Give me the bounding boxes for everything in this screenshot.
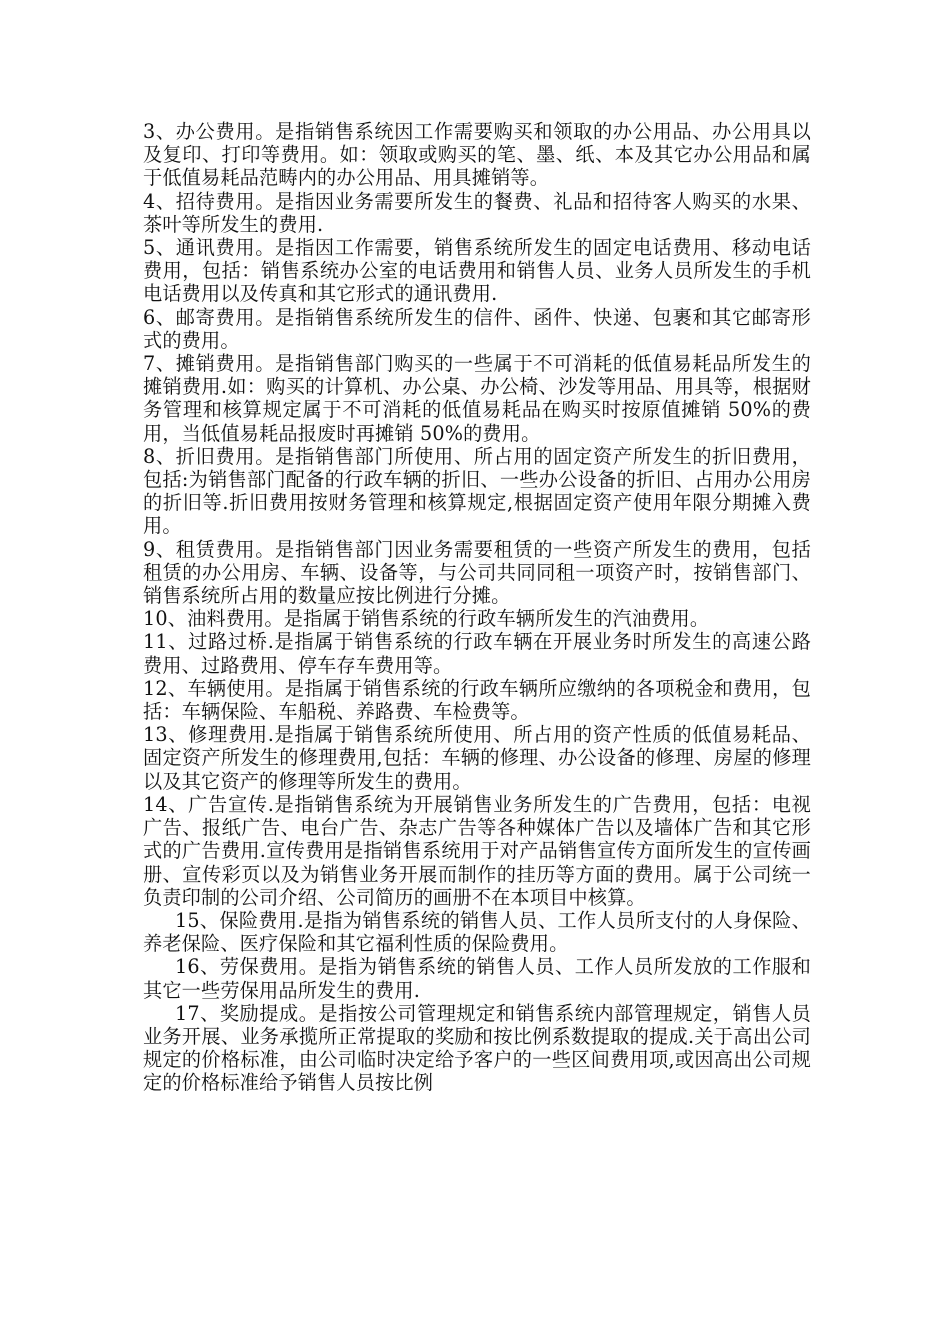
- paragraph-item-17: 17、奖励提成。是指按公司管理规定和销售系统内部管理规定，销售人员业务开展、业务承揽所正常提取的奖励和按比例系数提取的提成.关于高出公司规定的价格标准，由公司临时决定给予客户的一些区间费用项,或因高出公司规定的价格标准给予销售人员按比例: [143, 1001, 811, 1095]
- paragraph-item-10: 10、油料费用。是指属于销售系统的行政车辆所发生的汽油费用。: [143, 607, 710, 631]
- paragraph-item-14: 14、广告宣传.是指销售系统为开展销售业务所发生的广告费用，包括：电视广告、报纸广告、电台广告、杂志广告等各种媒体广告以及墙体广告和其它形式的广告费用.宣传费用是指销售系统用于对产品销售宣传方面所发生的宣传画册、宣传彩页以及为销售业务开展而制作的挂历等方面的费用。属于公司统一负责印制的公司介绍、公司简历的画册不在本项目中核算。: [143, 792, 811, 909]
- paragraph-item-4: 4、招待费用。是指因业务需要所发生的餐费、礼品和招待客人购买的水果、茶叶等所发生的费用.: [143, 189, 811, 236]
- paragraph-item-16: 16、劳保费用。是指为销售系统的销售人员、工作人员所发放的工作服和其它一些劳保用品所发生的费用.: [143, 955, 811, 1002]
- paragraph-item-8: 8、折旧费用。是指销售部门所使用、所占用的固定资产所发生的折旧费用，包括:为销售部门配备的行政车辆的折旧、一些办公设备的折旧、占用办公用房的折旧等.折旧费用按财务管理和核算规定,根据固定资产使用年限分期摊入费用。: [143, 444, 811, 538]
- paragraph-item-13: 13、修理费用.是指属于销售系统所使用、所占用的资产性质的低值易耗品、固定资产所发生的修理费用,包括：车辆的修理、办公设备的修理、房屋的修理以及其它资产的修理等所发生的费用。: [143, 723, 811, 793]
- document-page: [143, 120, 811, 1095]
- paragraph-item-9: 9、租赁费用。是指销售部门因业务需要租赁的一些资产所发生的费用，包括租赁的办公用房、车辆、设备等，与公司共同同租一项资产时，按销售部门、销售系统所占用的数量应按比例进行分摊。: [143, 537, 811, 608]
- paragraph-item-11: 11、过路过桥.是指属于销售系统的行政车辆在开展业务时所发生的高速公路费用、过路费用、停车存车费用等。: [143, 630, 811, 677]
- paragraph-item-12: 12、车辆使用。是指属于销售系统的行政车辆所应缴纳的各项税金和费用，包括：车辆保险、车船税、养路费、车检费等。: [143, 676, 811, 724]
- paragraph-item-7: 7、摊销费用。是指销售部门购买的一些属于不可消耗的低值易耗品所发生的摊销费用.如：购买的计算机、办公桌、办公椅、沙发等用品、用具等，根据财务管理和核算规定属于不可消耗的低值易耗品在购买时按原值摊销 50%的费用，当低值易耗品报废时再摊销 50%的费用。: [143, 352, 811, 445]
- paragraph-item-3: 3、办公费用。是指销售系统因工作需要购买和领取的办公用品、办公用具以及复印、打印等费用。如：领取或购买的笔、墨、纸、本及其它办公用品和属于低值易耗品范畴内的办公用品、用具摊销等。: [143, 120, 811, 190]
- paragraph-item-15: 15、保险费用.是指为销售系统的销售人员、工作人员所支付的人身保险、养老保险、医疗保险和其它福利性质的保险费用。: [143, 908, 811, 956]
- paragraph-item-5: 5、通讯费用。是指因工作需要，销售系统所发生的固定电话费用、移动电话费用，包括：销售系统办公室的电话费用和销售人员、业务人员所发生的手机电话费用以及传真和其它形式的通讯费用.: [143, 236, 811, 306]
- paragraph-item-6: 6、邮寄费用。是指销售系统所发生的信件、函件、快递、包裹和其它邮寄形式的费用。: [143, 305, 811, 352]
